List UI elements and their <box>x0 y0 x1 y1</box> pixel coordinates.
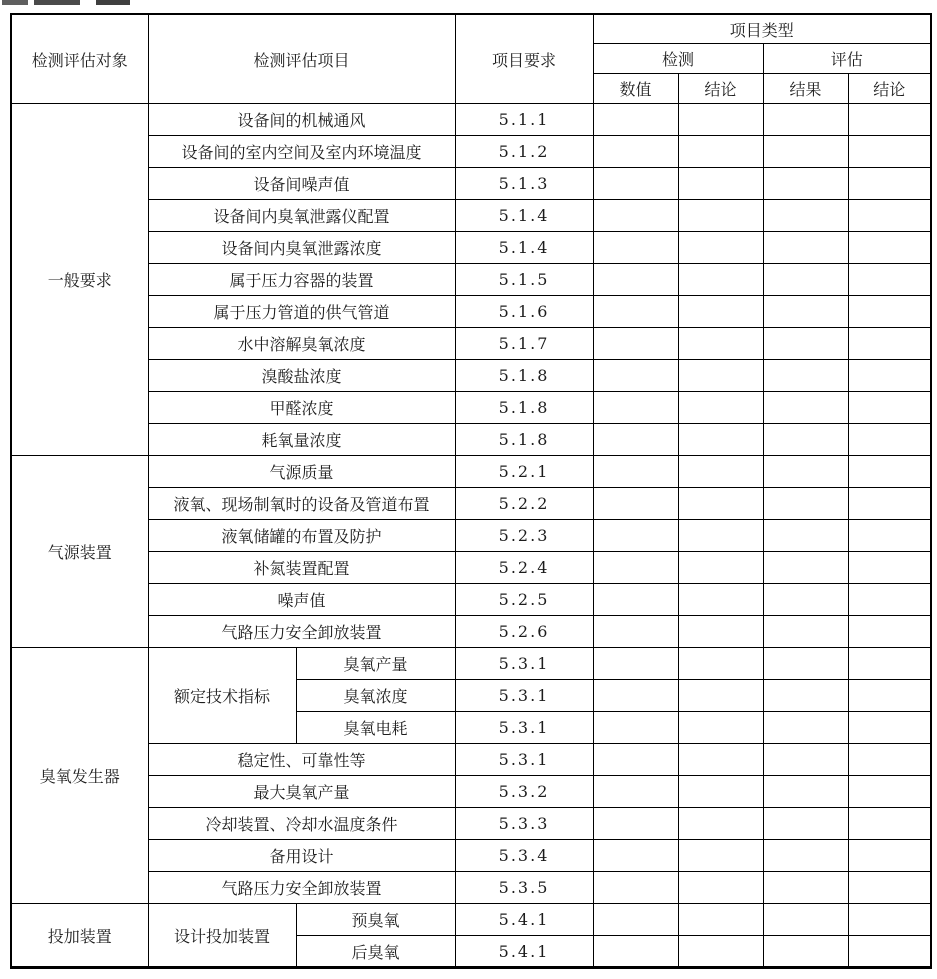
detect-value-cell <box>593 648 678 680</box>
assess-conclusion-cell <box>848 712 931 744</box>
table-row <box>11 424 931 456</box>
assess-result-cell <box>763 328 848 360</box>
requirement-cell: 5.1.7 <box>455 328 593 360</box>
table-header <box>11 14 931 104</box>
detect-value-cell <box>593 584 678 616</box>
item-cell: 液氧储罐的布置及防护 <box>148 520 455 552</box>
assess-conclusion-cell <box>848 872 931 904</box>
detect-conclusion-cell <box>678 456 763 488</box>
detect-value-cell <box>593 904 678 936</box>
item-cell: 设备间内臭氧泄露仪配置 <box>148 200 455 232</box>
assess-conclusion-cell <box>848 488 931 520</box>
table-row <box>11 392 931 424</box>
detect-value-cell <box>593 168 678 200</box>
item-cell: 稳定性、可靠性等 <box>148 744 455 776</box>
clipped-caption-fragment <box>2 0 142 6</box>
assess-conclusion-cell <box>848 168 931 200</box>
header-type-group: 项目类型 <box>593 14 931 44</box>
detect-value-cell <box>593 712 678 744</box>
header-assess-conclusion: 结论 <box>848 74 931 104</box>
item-subgroup-cell: 设计投加装置 <box>148 904 296 968</box>
detect-conclusion-cell <box>678 872 763 904</box>
detect-conclusion-cell <box>678 232 763 264</box>
object-group-cell: 臭氧发生器 <box>11 648 148 904</box>
assess-conclusion-cell <box>848 104 931 136</box>
assess-result-cell <box>763 392 848 424</box>
detect-conclusion-cell <box>678 104 763 136</box>
header-assess-group: 评估 <box>763 44 931 74</box>
assess-result-cell <box>763 104 848 136</box>
detect-conclusion-cell <box>678 936 763 968</box>
detect-value-cell <box>593 776 678 808</box>
detect-conclusion-cell <box>678 584 763 616</box>
header-requirement-col: 项目要求 <box>455 14 593 104</box>
table-row <box>11 776 931 808</box>
table-row <box>11 872 931 904</box>
assess-conclusion-cell <box>848 680 931 712</box>
table-row <box>11 136 931 168</box>
assess-conclusion-cell <box>848 744 931 776</box>
requirement-cell: 5.3.4 <box>455 840 593 872</box>
requirement-cell: 5.1.3 <box>455 168 593 200</box>
table-row <box>11 520 931 552</box>
assess-result-cell <box>763 264 848 296</box>
table-row <box>11 104 931 136</box>
detect-value-cell <box>593 264 678 296</box>
detect-value-cell <box>593 104 678 136</box>
assess-result-cell <box>763 744 848 776</box>
requirement-cell: 5.2.4 <box>455 552 593 584</box>
item-cell: 设备间噪声值 <box>148 168 455 200</box>
requirement-cell: 5.4.1 <box>455 936 593 968</box>
table-row <box>11 360 931 392</box>
detect-value-cell <box>593 552 678 584</box>
item-cell: 设备间的机械通风 <box>148 104 455 136</box>
detect-conclusion-cell <box>678 360 763 392</box>
detect-conclusion-cell <box>678 200 763 232</box>
table-row <box>11 200 931 232</box>
item-cell: 甲醛浓度 <box>148 392 455 424</box>
detect-value-cell <box>593 424 678 456</box>
assess-result-cell <box>763 840 848 872</box>
detect-conclusion-cell <box>678 552 763 584</box>
assess-result-cell <box>763 168 848 200</box>
detect-value-cell <box>593 616 678 648</box>
requirement-cell: 5.2.5 <box>455 584 593 616</box>
item-cell: 后臭氧 <box>296 936 455 968</box>
item-cell: 臭氧浓度 <box>296 680 455 712</box>
assess-result-cell <box>763 136 848 168</box>
detect-value-cell <box>593 456 678 488</box>
header-detect-group: 检测 <box>593 44 763 74</box>
item-cell: 设备间的室内空间及室内环境温度 <box>148 136 455 168</box>
table-row <box>11 648 931 680</box>
assess-result-cell <box>763 296 848 328</box>
assess-result-cell <box>763 360 848 392</box>
assess-conclusion-cell <box>848 136 931 168</box>
item-cell: 备用设计 <box>148 840 455 872</box>
detect-value-cell <box>593 680 678 712</box>
table-body <box>11 104 931 968</box>
table-row <box>11 168 931 200</box>
assess-conclusion-cell <box>848 648 931 680</box>
detect-conclusion-cell <box>678 648 763 680</box>
assess-result-cell <box>763 584 848 616</box>
detect-value-cell <box>593 392 678 424</box>
table-row <box>11 552 931 584</box>
assess-result-cell <box>763 232 848 264</box>
table-row <box>11 808 931 840</box>
assess-result-cell <box>763 200 848 232</box>
requirement-cell: 5.1.4 <box>455 232 593 264</box>
assess-result-cell <box>763 520 848 552</box>
requirement-cell: 5.2.3 <box>455 520 593 552</box>
assess-result-cell <box>763 488 848 520</box>
detect-conclusion-cell <box>678 616 763 648</box>
item-cell: 预臭氧 <box>296 904 455 936</box>
detect-value-cell <box>593 328 678 360</box>
assess-conclusion-cell <box>848 616 931 648</box>
assess-result-cell <box>763 680 848 712</box>
assess-conclusion-cell <box>848 456 931 488</box>
requirement-cell: 5.1.8 <box>455 424 593 456</box>
assess-conclusion-cell <box>848 200 931 232</box>
header-detect-conclusion: 结论 <box>678 74 763 104</box>
detect-conclusion-cell <box>678 744 763 776</box>
table-row <box>11 904 931 936</box>
assess-conclusion-cell <box>848 904 931 936</box>
detect-conclusion-cell <box>678 680 763 712</box>
detect-conclusion-cell <box>678 328 763 360</box>
assess-conclusion-cell <box>848 808 931 840</box>
table-row <box>11 616 931 648</box>
requirement-cell: 5.1.8 <box>455 392 593 424</box>
requirement-cell: 5.3.3 <box>455 808 593 840</box>
assess-conclusion-cell <box>848 264 931 296</box>
requirement-cell: 5.1.6 <box>455 296 593 328</box>
table-row <box>11 232 931 264</box>
assess-conclusion-cell <box>848 520 931 552</box>
table-row <box>11 328 931 360</box>
requirement-cell: 5.2.1 <box>455 456 593 488</box>
assess-result-cell <box>763 936 848 968</box>
requirement-cell: 5.3.1 <box>455 648 593 680</box>
item-subgroup-cell: 额定技术指标 <box>148 648 296 744</box>
item-cell: 臭氧电耗 <box>296 712 455 744</box>
header-object-col: 检测评估对象 <box>11 14 148 104</box>
requirement-cell: 5.2.6 <box>455 616 593 648</box>
assess-conclusion-cell <box>848 776 931 808</box>
requirement-cell: 5.4.1 <box>455 904 593 936</box>
detect-value-cell <box>593 520 678 552</box>
detect-value-cell <box>593 840 678 872</box>
assess-conclusion-cell <box>848 328 931 360</box>
item-cell: 噪声值 <box>148 584 455 616</box>
item-cell: 属于压力管道的供气管道 <box>148 296 455 328</box>
assess-conclusion-cell <box>848 936 931 968</box>
detect-value-cell <box>593 360 678 392</box>
table-row <box>11 456 931 488</box>
assess-conclusion-cell <box>848 424 931 456</box>
assess-conclusion-cell <box>848 296 931 328</box>
assess-conclusion-cell <box>848 584 931 616</box>
detect-value-cell <box>593 200 678 232</box>
assess-result-cell <box>763 808 848 840</box>
requirement-cell: 5.3.1 <box>455 744 593 776</box>
item-cell: 气路压力安全卸放装置 <box>148 616 455 648</box>
detect-conclusion-cell <box>678 168 763 200</box>
detect-value-cell <box>593 808 678 840</box>
item-cell: 设备间内臭氧泄露浓度 <box>148 232 455 264</box>
detect-conclusion-cell <box>678 424 763 456</box>
assess-result-cell <box>763 552 848 584</box>
detect-conclusion-cell <box>678 840 763 872</box>
assess-conclusion-cell <box>848 360 931 392</box>
item-cell: 冷却装置、冷却水温度条件 <box>148 808 455 840</box>
assess-conclusion-cell <box>848 392 931 424</box>
requirement-cell: 5.3.5 <box>455 872 593 904</box>
item-cell: 溴酸盐浓度 <box>148 360 455 392</box>
object-group-cell: 一般要求 <box>11 104 148 456</box>
requirement-cell: 5.3.1 <box>455 680 593 712</box>
table-row <box>11 264 931 296</box>
assess-result-cell <box>763 904 848 936</box>
requirement-cell: 5.1.8 <box>455 360 593 392</box>
detect-conclusion-cell <box>678 488 763 520</box>
inspection-evaluation-table <box>10 13 932 969</box>
assess-result-cell <box>763 872 848 904</box>
header-detect-value: 数值 <box>593 74 678 104</box>
item-cell: 属于压力容器的装置 <box>148 264 455 296</box>
detect-conclusion-cell <box>678 712 763 744</box>
item-cell: 水中溶解臭氧浓度 <box>148 328 455 360</box>
requirement-cell: 5.1.2 <box>455 136 593 168</box>
header-assess-result: 结果 <box>763 74 848 104</box>
assess-result-cell <box>763 648 848 680</box>
detect-conclusion-cell <box>678 264 763 296</box>
header-item-col: 检测评估项目 <box>148 14 455 104</box>
detect-value-cell <box>593 744 678 776</box>
requirement-cell: 5.1.5 <box>455 264 593 296</box>
detect-conclusion-cell <box>678 296 763 328</box>
table-row <box>11 488 931 520</box>
item-cell: 最大臭氧产量 <box>148 776 455 808</box>
assess-result-cell <box>763 424 848 456</box>
item-cell: 液氧、现场制氧时的设备及管道布置 <box>148 488 455 520</box>
object-group-cell: 投加装置 <box>11 904 148 968</box>
requirement-cell: 5.1.1 <box>455 104 593 136</box>
table-row <box>11 840 931 872</box>
item-cell: 补氮装置配置 <box>148 552 455 584</box>
detect-conclusion-cell <box>678 392 763 424</box>
requirement-cell: 5.3.2 <box>455 776 593 808</box>
assess-conclusion-cell <box>848 840 931 872</box>
assess-result-cell <box>763 456 848 488</box>
detect-value-cell <box>593 232 678 264</box>
detect-value-cell <box>593 936 678 968</box>
requirement-cell: 5.2.2 <box>455 488 593 520</box>
assess-conclusion-cell <box>848 232 931 264</box>
item-cell: 耗氧量浓度 <box>148 424 455 456</box>
detect-value-cell <box>593 872 678 904</box>
table-row <box>11 584 931 616</box>
table-row <box>11 744 931 776</box>
item-cell: 气源质量 <box>148 456 455 488</box>
assess-result-cell <box>763 776 848 808</box>
assess-conclusion-cell <box>848 552 931 584</box>
assess-result-cell <box>763 616 848 648</box>
requirement-cell: 5.1.4 <box>455 200 593 232</box>
object-group-cell: 气源装置 <box>11 456 148 648</box>
detect-value-cell <box>593 296 678 328</box>
assess-result-cell <box>763 712 848 744</box>
detect-conclusion-cell <box>678 904 763 936</box>
requirement-cell: 5.3.1 <box>455 712 593 744</box>
detect-value-cell <box>593 136 678 168</box>
item-cell: 臭氧产量 <box>296 648 455 680</box>
detect-value-cell <box>593 488 678 520</box>
item-cell: 气路压力安全卸放装置 <box>148 872 455 904</box>
detect-conclusion-cell <box>678 520 763 552</box>
detect-conclusion-cell <box>678 136 763 168</box>
detect-conclusion-cell <box>678 808 763 840</box>
detect-conclusion-cell <box>678 776 763 808</box>
table-row <box>11 296 931 328</box>
